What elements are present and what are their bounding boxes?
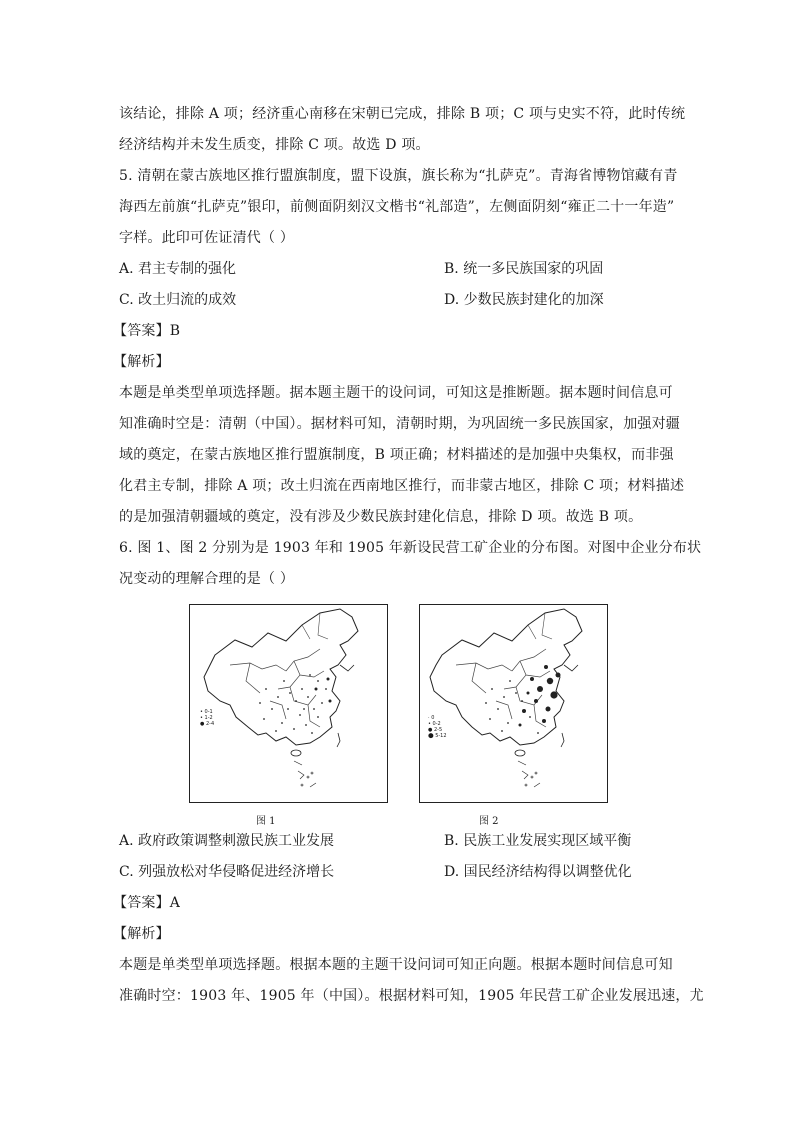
q6-option-d: D. 国民经济结构得以调整优化 (444, 864, 632, 880)
q5-analysis-line-5: 的是加强清朝疆域的奠定，没有涉及少数民族封建化信息，排除 D 项。故选 B 项。 (119, 509, 643, 525)
figure-2-caption: 图 2 (479, 816, 499, 827)
figure-1-map (189, 604, 388, 803)
q5-option-b: B. 统一多民族国家的巩固 (444, 261, 604, 277)
q6-answer: 【答案】A (113, 895, 181, 911)
q5-answer: 【答案】B (113, 323, 181, 339)
q5-analysis-line-1: 本题是单类型单项选择题。据本题主题干的设问词，可知这是推断题。据本题时间信息可 (119, 385, 673, 401)
q5-analysis-line-3: 域的奠定，在蒙古族地区推行盟旗制度，B 项正确；材料描述的是加强中央集权，而非强 (119, 447, 674, 463)
q5-option-c: C. 改土归流的成效 (119, 292, 237, 308)
q5-stem-line-1: 5. 清朝在蒙古族地区推行盟旗制度，盟下设旗，旗长称为“扎萨克”。青海省博物馆藏有青 (119, 168, 678, 184)
figure-1-legend (200, 709, 214, 727)
prev-analysis-line-2: 经济结构并未发生质变，排除 C 项。故选 D 项。 (119, 137, 430, 153)
figure-2-legend (428, 715, 447, 739)
q6-analysis-label: 【解析】 (113, 926, 170, 942)
q6-option-b: B. 民族工业发展实现区域平衡 (444, 833, 632, 849)
legend-item: • 0-1 (200, 709, 213, 715)
q6-analysis-line-1: 本题是单类型单项选择题。根据本题的主题干设问词可知正向题。根据本题时间信息可知 (119, 957, 673, 973)
q5-analysis-line-2: 知准确时空是：清朝（中国）。据材料可知，清朝时期，为巩固统一多民族国家，加强对疆 (119, 416, 680, 432)
legend-item: · 0 (428, 715, 435, 721)
q5-option-a: A. 君主专制的强化 (119, 261, 237, 277)
legend-item: • 1-2 (200, 715, 213, 721)
q6-stem-line-2: 况变动的理解合理的是（ ） (119, 571, 295, 587)
legend-item: ● 2-4 (200, 721, 215, 727)
figure-2-map (419, 604, 608, 803)
legend-item: ⬤ 5-12 (428, 733, 447, 739)
q6-analysis-line-2: 准确时空：1903 年、1905 年（中国）。根据材料可知，1905 年民营工矿企业发展迅速，尤 (119, 988, 704, 1004)
q5-stem-line-3: 字样。此印可佐证清代（ ） (119, 230, 295, 246)
q5-stem-line-2: 海西左前旗“扎萨克”银印，前侧面阴刻汉文楷书“礼部造”，左侧面阴刻“雍正二十一年造” (119, 199, 675, 215)
q5-analysis-label: 【解析】 (113, 354, 170, 370)
q6-option-c: C. 列强放松对华侵略促进经济增长 (119, 864, 335, 880)
q6-option-a: A. 政府政策调整刺激民族工业发展 (119, 833, 335, 849)
china-map-1905 (420, 605, 607, 802)
q5-option-d: D. 少数民族封建化的加深 (444, 292, 604, 308)
china-map-1903 (190, 605, 387, 802)
q5-analysis-line-4: 化君主专制，排除 A 项；改土归流在西南地区推行，而非蒙古地区，排除 C 项；材料描述 (119, 478, 685, 494)
q6-stem-line-1: 6. 图 1、图 2 分别为是 1903 年和 1905 年新设民营工矿企业的分布图。对图中企业分布状 (119, 540, 702, 556)
legend-item: ● 2-5 (428, 727, 443, 733)
legend-item: • 0-2 (428, 721, 441, 727)
prev-analysis-line-1: 该结论，排除 A 项；经济重心南移在宋朝已完成，排除 B 项；C 项与史实不符，此时传统 (119, 106, 686, 122)
figure-1-caption: 图 1 (256, 816, 276, 827)
